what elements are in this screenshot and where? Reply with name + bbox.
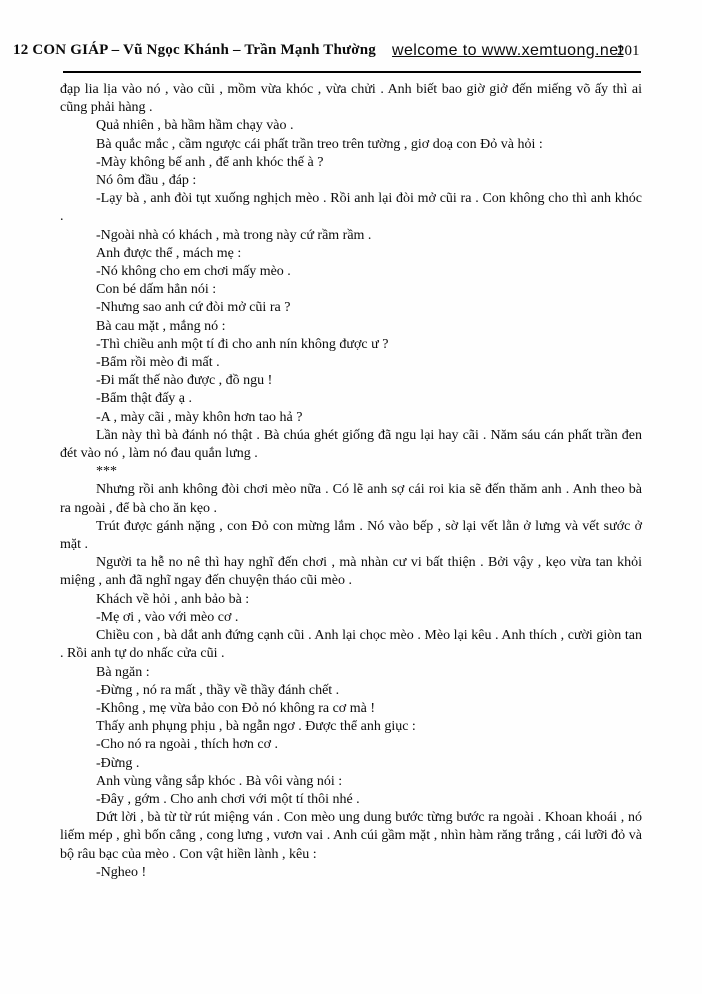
paragraph: Bà ngăn : [96,664,150,680]
paragraph: đạp lia lịa vào nó , vào cũi , mồm vừa khóc , vừa chửi . Anh biết bao giờ giở đến miếng võ ấy thì ai cũng phải hàng . [60,82,642,116]
paragraph: -Nó không cho em chơi mấy mèo . [96,264,291,280]
paragraph: Quả nhiên , bà hầm hầm chạy vào . [96,118,294,134]
paragraph: -Mày không bế anh , để anh khóc thế à ? [96,154,324,170]
paragraph: Khách về hỏi , anh bảo bà : [96,591,250,607]
section-separator: *** [96,464,117,480]
paragraph: -Nhưng sao anh cứ đòi mở cũi ra ? [96,300,291,316]
paragraph: -Bẩm thật đấy ạ . [96,391,193,407]
page-number: 201 [617,43,640,59]
paragraph: -A , mày cãi , mày khôn hơn tao hả ? [96,409,303,425]
paragraph: -Thì chiều anh một tí đi cho anh nín không được ư ? [96,336,389,352]
paragraph: Dứt lời , bà từ từ rút miệng ván . Con mèo ung dung bước từng bước ra ngoài . Khoan khoái , nó liếm mép , ghì bốn cẳng , cong lưng , vươn vai . Anh cúi gầm mặt , nhìn hàm răng trắng , cái lưỡi đỏ và bộ râu bạc của mèo . Con vật hiền lành , kêu : [60,810,642,862]
paragraph: Lần này thì bà đánh nó thật . Bà chúa ghét giống đã ngu lại hay cãi . Năm sáu cán phất trần đen đét vào nó , làm nó đau quắn lưng . [60,427,642,462]
paragraph: -Đi mất thế nào được , đồ ngu ! [96,373,273,389]
header-book-title: 12 CON GIÁP – Vũ Ngọc Khánh – Trần Mạnh Thường [13,42,376,58]
paragraph: Anh được thể , mách mẹ : [96,245,242,261]
page-header [0,42,702,64]
paragraph: Nhưng rồi anh không đòi chơi mèo nữa . Có lẽ anh sợ cái roi kia sẽ đến thăm anh . Anh theo bà ra ngoài , để bà cho ăn kẹo . [60,482,642,516]
paragraph: Người ta hễ no nê thì hay nghĩ đến chơi , mà nhàn cư vi bất thiện . Bởi vậy , kẹo vừa tan khỏi miệng , anh đã nghĩ ngay đến chuyện tháo cũi mèo . [60,555,642,589]
paragraph: -Ngheo ! [96,864,147,880]
document-body [60,81,642,882]
paragraph: Bà cau mặt , mắng nó : [96,318,226,334]
paragraph: -Ngoài nhà có khách , mà trong này cứ rầm rầm . [96,227,372,243]
paragraph: Con bé dấm hẳn nói : [96,282,217,298]
paragraph: Thấy anh phụng phịu , bà ngẫn ngơ . Được thể anh giục : [96,719,416,735]
paragraph: Anh vùng vằng sắp khóc . Bà vôi vàng nói : [96,773,343,789]
paragraph: -Lạy bà , anh đòi tụt xuống nghịch mèo . Rồi anh lại đòi mở cũi ra . Con không cho thì anh khóc . [60,191,642,225]
paragraph: Nó ôm đầu , đáp : [96,173,197,189]
website-link[interactable]: welcome to www.xemtuong.net [392,42,624,59]
paragraph: Bà quắc mắc , cầm ngược cái phất trần treo trên tường , giơ doạ con Đỏ và hỏi : [96,136,543,152]
paragraph: -Đừng , nó ra mất , thầy về thầy đánh chết . [96,682,340,698]
paragraph: -Cho nó ra ngoài , thích hơn cơ . [96,737,278,753]
paragraph: -Đừng . [96,755,140,771]
header-divider [63,71,641,73]
paragraph: Trút được gánh nặng , con Đỏ con mừng lắm . Nó vào bếp , sờ lại vết lằn ở lưng và vết sước ở mặt . [60,518,642,553]
paragraph: -Bẩm rồi mèo đi mất . [96,355,220,371]
paragraph: -Không , mẹ vừa bảo con Đỏ nó không ra cơ mà ! [96,700,375,716]
paragraph: -Mẹ ơi , vào với mèo cơ . [96,609,239,625]
paragraph: -Đây , gớm . Cho anh chơi với một tí thôi nhé . [96,791,360,807]
paragraph: Chiều con , bà dắt anh đứng cạnh cũi . Anh lại chọc mèo . Mèo lại kêu . Anh thích , cười giòn tan . Rồi anh tự do nhấc cửa cũi . [60,628,642,662]
